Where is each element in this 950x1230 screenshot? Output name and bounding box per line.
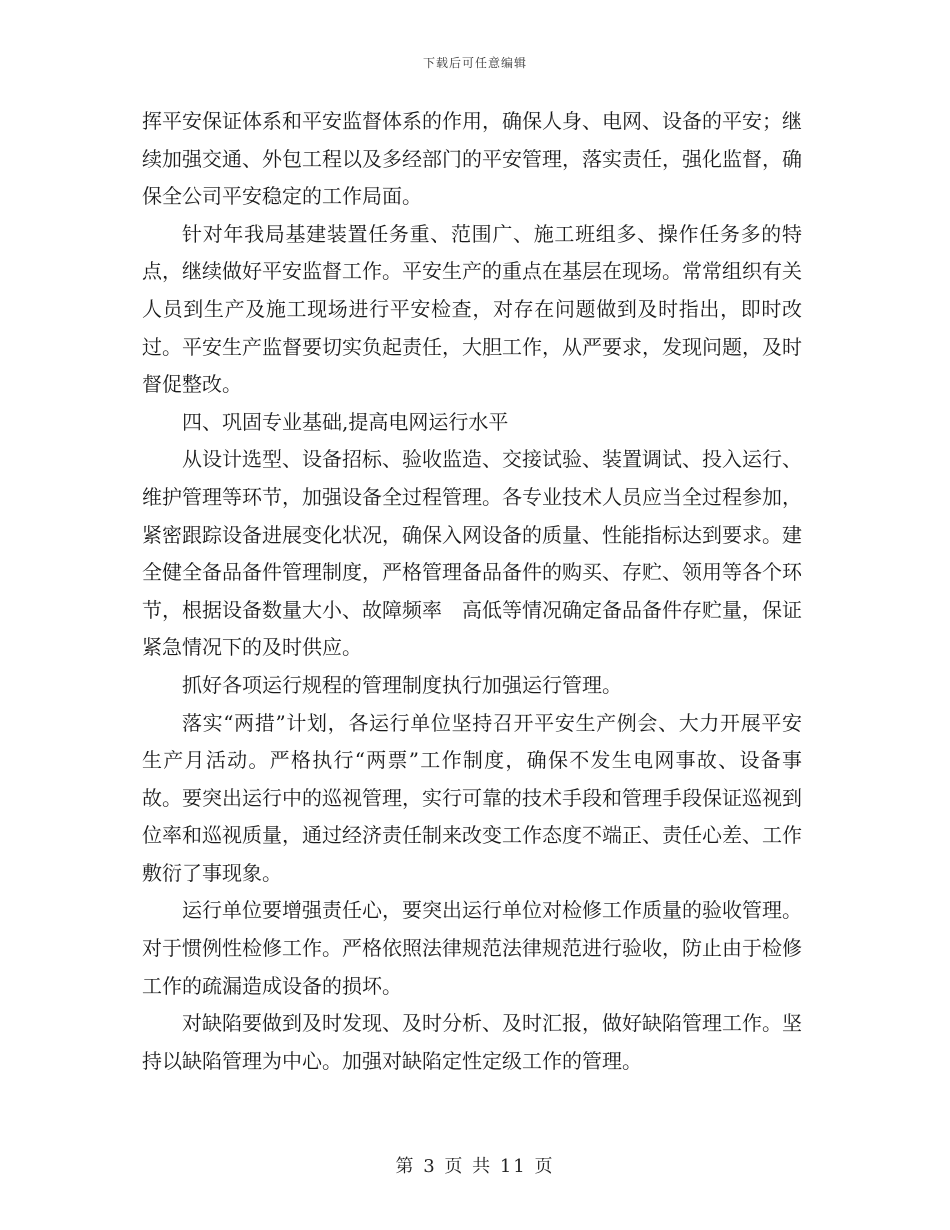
- paragraph-3: 从设计选型、设备招标、验收监造、交接试验、装置调试、投入运行、维护管理等环节，加强设备全过程管理。各专业技术人员应当全过程参加，紧密跟踪设备进展变化状况，确保入网设备的质量、性能指标达到要求。建全健全备品备件管理制度，严格管理备品备件的购买、存贮、领用等各个环节，根据设备数量大小、故障频率 高低等情况确定备品备件存贮量，保证紧急情况下的及时供应。: [142, 447, 802, 660]
- document-body: [142, 103, 802, 1080]
- paragraph-4: 抓好各项运行规程的管理制度执行加强运行管理。: [182, 672, 622, 697]
- section-heading: 四、巩固专业基础,提高电网运行水平: [182, 409, 509, 434]
- page-header: 下载后可任意编辑: [422, 56, 527, 70]
- paragraph-6: 运行单位要增强责任心，要突出运行单位对检修工作质量的验收管理。对于惯例性检修工作。严格依照法律规范法律规范进行验收，防止由于检修工作的疏漏造成设备的损坏。: [142, 898, 802, 998]
- paragraph-1: 挥平安保证体系和平安监督体系的作用，确保人身、电网、设备的平安；继续加强交通、外包工程以及多经部门的平安管理，落实责任，强化监督，确保全公司平安稳定的工作局面。: [142, 109, 802, 209]
- paragraph-5: 落实“两措”计划，各运行单位坚持召开平安生产例会、大力开展平安生产月活动。严格执行“两票”工作制度，确保不发生电网事故、设备事故。要突出运行中的巡视管理，实行可靠的技术手段和管理手段保证巡视到位率和巡视质量，通过经济责任制来改变工作态度不端正、责任心差、工作敷衍了事现象。: [142, 710, 802, 885]
- paragraph-2: 针对年我局基建装置任务重、范围广、施工班组多、操作任务多的特点，继续做好平安监督工作。平安生产的重点在基层在现场。常常组织有关人员到生产及施工现场进行平安检查，对存在问题做到及时指出，即时改过。平安生产监督要切实负起责任，大胆工作，从严要求，发现问题，及时督促整改。: [142, 221, 802, 397]
- paragraph-7: 对缺陷要做到及时发现、及时分析、及时汇报，做好缺陷管理工作。坚持以缺陷管理为中心。加强对缺陷定性定级工作的管理。: [142, 1011, 802, 1073]
- page-number: 第 3 页 共 11 页: [395, 1156, 555, 1177]
